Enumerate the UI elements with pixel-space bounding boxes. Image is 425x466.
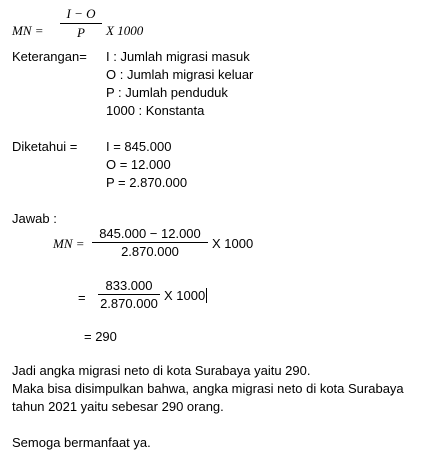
formula-multiplier [106, 23, 143, 39]
formula-fraction [60, 6, 102, 41]
diketahui-label: Diketahui = [12, 139, 78, 154]
keterangan-item: 1000 : Konstanta [106, 103, 205, 118]
keterangan-item: I : Jumlah migrasi masuk [106, 49, 250, 64]
fraction-bar [60, 23, 102, 24]
step2-multiplier: X 1000 [164, 288, 206, 303]
step1-numerator: 845.000 − 12.000 [99, 226, 201, 241]
step1-multiplier: X 1000 [212, 236, 254, 251]
keterangan-item: P : Jumlah penduduk [106, 85, 228, 100]
formula-denominator: P [77, 25, 85, 40]
step2-denominator: 2.870.000 [100, 296, 158, 311]
diketahui-item: I = 845.000 [106, 139, 172, 154]
conclusion-line: Maka bisa disimpulkan bahwa, angka migrasi neto di kota Surabaya [12, 381, 404, 396]
step2-fraction [98, 278, 160, 311]
formula-multiplier-text: X 1000 [106, 23, 144, 38]
step2-numerator: 833.000 [105, 278, 153, 293]
jawab-label: Jawab : [12, 211, 57, 226]
keterangan-item: O : Jumlah migrasi keluar [106, 67, 254, 82]
step1-lhs: MN = [53, 236, 85, 251]
diketahui-item: O = 12.000 [106, 157, 171, 172]
step1-denominator: 2.870.000 [121, 244, 179, 259]
step2-multiplier-wrap[interactable] [164, 288, 207, 303]
closing-text: Semoga bermanfaat ya. [12, 435, 151, 450]
conclusion-line: tahun 2021 yaitu sebesar 290 orang. [12, 399, 224, 414]
diketahui-item: P = 2.870.000 [106, 175, 188, 190]
conclusion-line: Jadi angka migrasi neto di kota Surabaya yaitu 290. [12, 363, 311, 378]
fraction-bar [98, 294, 160, 295]
keterangan-label: Keterangan= [12, 49, 87, 64]
formula-lhs: MN = [12, 23, 44, 38]
formula-numerator: I − O [66, 6, 96, 21]
text-cursor [206, 288, 207, 303]
step2-lhs: = [78, 290, 86, 305]
fraction-bar [92, 242, 208, 243]
step3-result: = 290 [84, 329, 117, 344]
step1-fraction [92, 226, 208, 259]
